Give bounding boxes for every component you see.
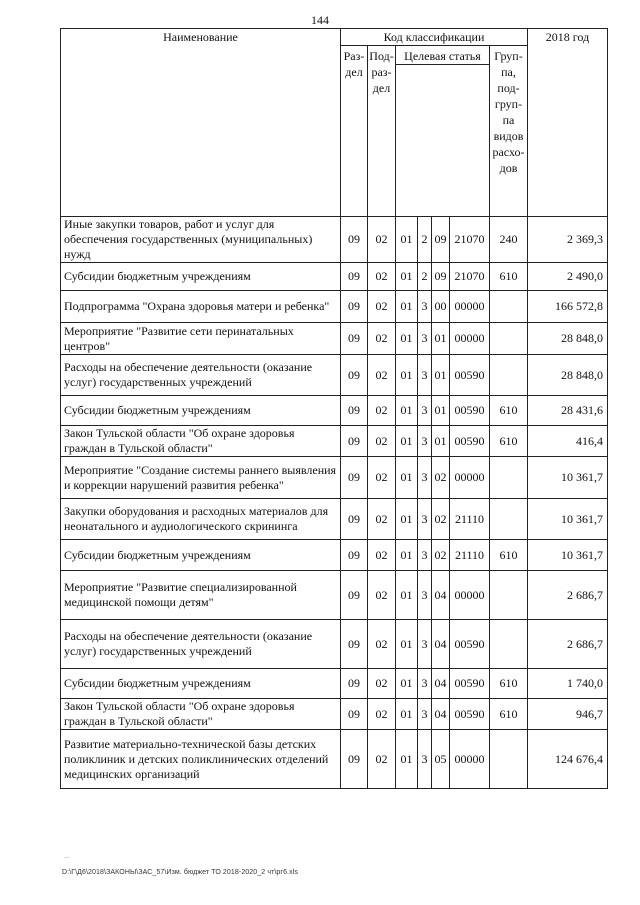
row-podrazdel: 02 <box>368 426 396 457</box>
row-podrazdel: 02 <box>368 217 396 263</box>
row-target-direction: 00000 <box>450 457 490 499</box>
row-expense-type <box>490 323 528 355</box>
row-target-program: 01 <box>396 263 418 291</box>
row-name: Расходы на обеспечение деятельности (оказание услуг) государственных учреждений <box>61 355 341 396</box>
row-name: Мероприятие "Развитие сети перинатальных центров" <box>61 323 341 355</box>
row-razdel: 09 <box>341 499 368 540</box>
row-target-program: 01 <box>396 499 418 540</box>
row-target-event: 04 <box>432 620 450 669</box>
row-razdel: 09 <box>341 217 368 263</box>
row-razdel: 09 <box>341 571 368 620</box>
row-target-subprogram: 3 <box>418 396 432 426</box>
row-podrazdel: 02 <box>368 730 396 789</box>
row-expense-type: 610 <box>490 263 528 291</box>
header-razdel: Раз- дел <box>341 46 368 217</box>
row-target-program: 01 <box>396 355 418 396</box>
header-target-space <box>396 65 490 217</box>
row-name: Подпрограмма "Охрана здоровья матери и ребенка" <box>61 291 341 323</box>
row-target-event: 04 <box>432 669 450 699</box>
row-target-subprogram: 3 <box>418 620 432 669</box>
row-target-direction: 00590 <box>450 355 490 396</box>
row-target-event: 01 <box>432 323 450 355</box>
row-expense-type: 240 <box>490 217 528 263</box>
row-amount: 1 740,0 <box>528 669 608 699</box>
page-number: 144 <box>311 13 329 27</box>
header-row-top <box>61 29 608 46</box>
row-target-direction: 00000 <box>450 291 490 323</box>
row-target-program: 01 <box>396 730 418 789</box>
row-target-direction: 21070 <box>450 263 490 291</box>
header-year: 2018 год <box>528 29 608 217</box>
header-name: Наименование <box>61 29 341 217</box>
row-expense-type: 610 <box>490 396 528 426</box>
budget-table <box>60 28 608 789</box>
row-target-event: 01 <box>432 396 450 426</box>
table-row <box>61 263 608 291</box>
row-amount: 124 676,4 <box>528 730 608 789</box>
row-razdel: 09 <box>341 699 368 730</box>
row-podrazdel: 02 <box>368 571 396 620</box>
row-target-subprogram: 3 <box>418 540 432 571</box>
row-target-program: 01 <box>396 669 418 699</box>
row-target-direction: 21110 <box>450 499 490 540</box>
row-razdel: 09 <box>341 355 368 396</box>
table-row <box>61 699 608 730</box>
row-podrazdel: 02 <box>368 323 396 355</box>
row-target-subprogram: 3 <box>418 457 432 499</box>
row-name: Мероприятие "Создание системы раннего выявления и коррекции нарушений развития ребенка" <box>61 457 341 499</box>
footer-file-path: D:\Г\Д6\2018\ЗАКОНЫ\ЗАС_57\Изм. бюджет ТО 2018-2020_2 чт\рг6.xls <box>62 869 298 876</box>
table-row <box>61 540 608 571</box>
table-row <box>61 217 608 263</box>
table-row <box>61 457 608 499</box>
row-target-event: 01 <box>432 426 450 457</box>
row-target-event: 02 <box>432 499 450 540</box>
row-podrazdel: 02 <box>368 396 396 426</box>
row-podrazdel: 02 <box>368 620 396 669</box>
row-name: Расходы на обеспечение деятельности (оказание услуг) государственных учреждений <box>61 620 341 669</box>
scan-mark: ... <box>64 853 70 860</box>
row-razdel: 09 <box>341 291 368 323</box>
row-podrazdel: 02 <box>368 699 396 730</box>
row-razdel: 09 <box>341 426 368 457</box>
table-row <box>61 291 608 323</box>
row-target-event: 09 <box>432 263 450 291</box>
row-expense-type <box>490 457 528 499</box>
row-name: Субсидии бюджетным учреждениям <box>61 669 341 699</box>
row-name: Закупки оборудования и расходных материалов для неонатального и аудиологического скрининга <box>61 499 341 540</box>
row-amount: 2 490,0 <box>528 263 608 291</box>
row-podrazdel: 02 <box>368 457 396 499</box>
row-name: Субсидии бюджетным учреждениям <box>61 396 341 426</box>
row-expense-type: 610 <box>490 426 528 457</box>
row-target-event: 02 <box>432 540 450 571</box>
row-expense-type <box>490 355 528 396</box>
row-target-program: 01 <box>396 540 418 571</box>
row-target-subprogram: 3 <box>418 355 432 396</box>
table-row <box>61 620 608 669</box>
row-target-subprogram: 3 <box>418 699 432 730</box>
row-target-subprogram: 3 <box>418 571 432 620</box>
row-target-subprogram: 3 <box>418 426 432 457</box>
row-target-program: 01 <box>396 457 418 499</box>
row-target-direction: 21110 <box>450 540 490 571</box>
row-amount: 2 369,3 <box>528 217 608 263</box>
row-name: Закон Тульской области "Об охране здоровья граждан в Тульской области" <box>61 699 341 730</box>
row-amount: 10 361,7 <box>528 540 608 571</box>
row-name: Мероприятие "Развитие специализированной медицинской помощи детям" <box>61 571 341 620</box>
row-target-event: 04 <box>432 699 450 730</box>
row-razdel: 09 <box>341 457 368 499</box>
row-razdel: 09 <box>341 730 368 789</box>
row-target-event: 02 <box>432 457 450 499</box>
row-amount: 28 848,0 <box>528 355 608 396</box>
row-name: Развитие материально-технической базы детских поликлиник и детских поликлинических отделений медицинских организаций <box>61 730 341 789</box>
row-name: Субсидии бюджетным учреждениям <box>61 540 341 571</box>
row-amount: 10 361,7 <box>528 499 608 540</box>
table-row <box>61 571 608 620</box>
row-podrazdel: 02 <box>368 291 396 323</box>
table-row <box>61 499 608 540</box>
row-target-subprogram: 3 <box>418 499 432 540</box>
row-razdel: 09 <box>341 323 368 355</box>
table-row <box>61 355 608 396</box>
table-row <box>61 396 608 426</box>
row-target-event: 09 <box>432 217 450 263</box>
row-target-direction: 00000 <box>450 730 490 789</box>
row-target-direction: 00000 <box>450 323 490 355</box>
row-amount: 2 686,7 <box>528 620 608 669</box>
row-target-direction: 00590 <box>450 669 490 699</box>
row-target-subprogram: 3 <box>418 730 432 789</box>
row-expense-type <box>490 291 528 323</box>
table-row <box>61 669 608 699</box>
row-target-program: 01 <box>396 620 418 669</box>
row-expense-type: 610 <box>490 540 528 571</box>
row-target-event: 00 <box>432 291 450 323</box>
row-target-subprogram: 3 <box>418 669 432 699</box>
row-amount: 2 686,7 <box>528 571 608 620</box>
table-row <box>61 323 608 355</box>
row-target-program: 01 <box>396 291 418 323</box>
table-row <box>61 730 608 789</box>
row-podrazdel: 02 <box>368 263 396 291</box>
row-amount: 10 361,7 <box>528 457 608 499</box>
row-podrazdel: 02 <box>368 355 396 396</box>
row-name: Закон Тульской области "Об охране здоровья граждан в Тульской области" <box>61 426 341 457</box>
row-target-program: 01 <box>396 699 418 730</box>
row-target-program: 01 <box>396 396 418 426</box>
header-code: Код классификации <box>341 29 528 46</box>
table-row <box>61 426 608 457</box>
row-target-program: 01 <box>396 323 418 355</box>
row-expense-type <box>490 620 528 669</box>
row-razdel: 09 <box>341 263 368 291</box>
header-podrazdel: Под- раз- дел <box>368 46 396 217</box>
row-target-program: 01 <box>396 217 418 263</box>
row-target-program: 01 <box>396 426 418 457</box>
row-razdel: 09 <box>341 540 368 571</box>
row-expense-type: 610 <box>490 669 528 699</box>
row-target-subprogram: 3 <box>418 323 432 355</box>
row-target-subprogram: 3 <box>418 291 432 323</box>
row-target-direction: 00590 <box>450 396 490 426</box>
row-amount: 946,7 <box>528 699 608 730</box>
row-target-program: 01 <box>396 571 418 620</box>
row-target-subprogram: 2 <box>418 263 432 291</box>
header-target: Целевая статья <box>396 46 490 65</box>
row-amount: 28 431,6 <box>528 396 608 426</box>
row-amount: 28 848,0 <box>528 323 608 355</box>
row-target-direction: 00590 <box>450 620 490 669</box>
row-target-direction: 00590 <box>450 699 490 730</box>
row-amount: 416,4 <box>528 426 608 457</box>
row-expense-type: 610 <box>490 699 528 730</box>
row-name: Иные закупки товаров, работ и услуг для обеспечения государственных (муниципальных) нужд <box>61 217 341 263</box>
row-target-direction: 00000 <box>450 571 490 620</box>
row-razdel: 09 <box>341 669 368 699</box>
row-expense-type <box>490 571 528 620</box>
row-podrazdel: 02 <box>368 669 396 699</box>
row-podrazdel: 02 <box>368 499 396 540</box>
row-razdel: 09 <box>341 620 368 669</box>
row-expense-type <box>490 730 528 789</box>
row-target-direction: 00590 <box>450 426 490 457</box>
row-target-subprogram: 2 <box>418 217 432 263</box>
header-group: Груп- па, под- груп- па видов расхо- дов <box>490 46 528 217</box>
row-razdel: 09 <box>341 396 368 426</box>
row-expense-type <box>490 499 528 540</box>
row-target-direction: 21070 <box>450 217 490 263</box>
row-name: Субсидии бюджетным учреждениям <box>61 263 341 291</box>
row-target-event: 01 <box>432 355 450 396</box>
row-target-event: 04 <box>432 571 450 620</box>
row-target-event: 05 <box>432 730 450 789</box>
row-amount: 166 572,8 <box>528 291 608 323</box>
row-podrazdel: 02 <box>368 540 396 571</box>
